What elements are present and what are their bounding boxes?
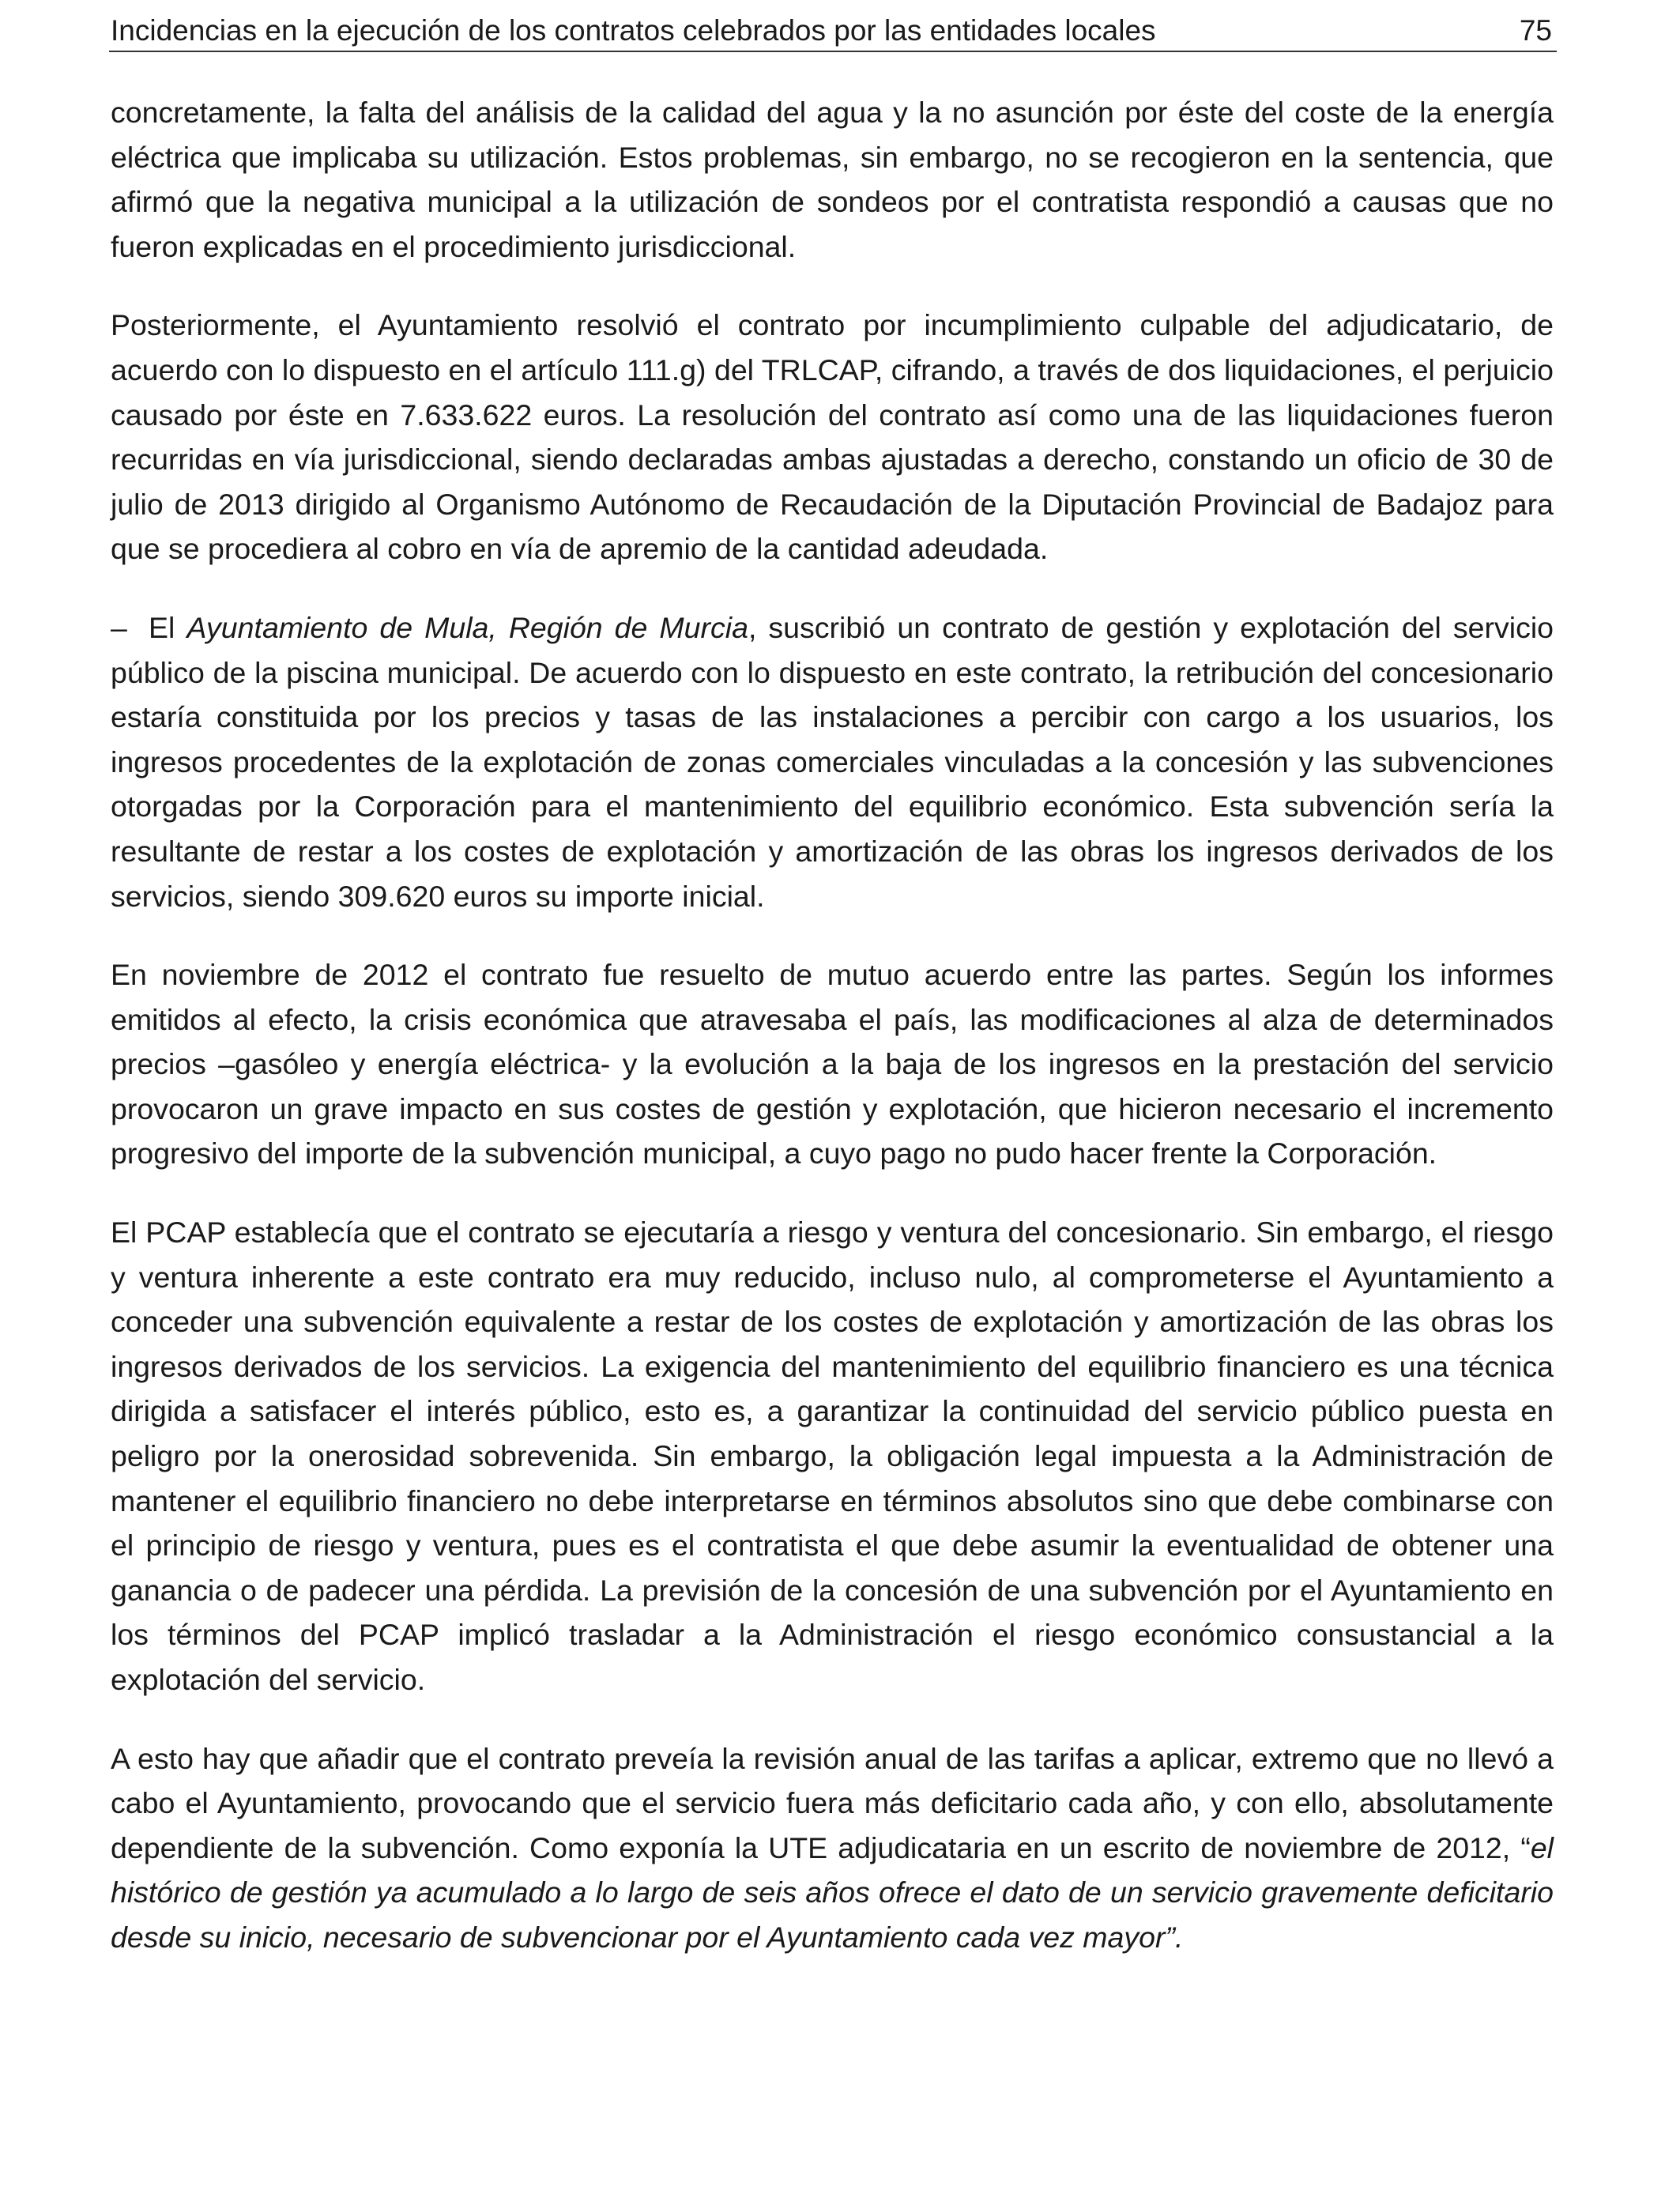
paragraph-1: concretamente, la falta del análisis de la calidad del agua y la no asunción por éste del coste de la energía eléctrica que implicaba su utilización. Estos problemas, sin embargo, no se recogieron en la sentencia, que afirmó que la negativa municipal a la utilización de sondeos por el contratista respondió a causas que no fueron explicadas en el procedimiento jurisdiccional. bbox=[111, 96, 1554, 263]
paragraph-3 bbox=[111, 605, 1554, 918]
paragraph-6-text: A esto hay que añadir que el contrato preveía la revisión anual de las tarifas a aplicar, extremo que no llevó a cabo el Ayuntamiento, provocando que el servicio fuera más deficitario cada año, y con ello, absolutamente dependiente de la subvención. Como exponía la UTE adjudicataria en un escrito de noviembre de 2012, “ bbox=[111, 1741, 1554, 1864]
list-dash: – bbox=[111, 610, 127, 644]
paragraph-6 bbox=[111, 1736, 1554, 1960]
paragraph-2: Posteriormente, el Ayuntamiento resolvió el contrato por incumplimiento culpable del adjudicatario, de acuerdo con lo dispuesto en el artículo 111.g) del TRLCAP, cifrando, a través de dos liquidaciones, el perjuicio causado por éste en 7.633.622 euros. La resolución del contrato así como una de las liquidaciones fueron recurridas en vía jurisdiccional, siendo declaradas ambas ajustadas a derecho, constando un oficio de 30 de julio de 2013 dirigido al Organismo Autónomo de Recaudación de la Diputación Provincial de Badajoz para que se procediera al cobro en vía de apremio de la cantidad adeudada. bbox=[111, 308, 1554, 566]
body-text bbox=[111, 90, 1554, 1960]
paragraph-4: En noviembre de 2012 el contrato fue resuelto de mutuo acuerdo entre las partes. Según los informes emitidos al efecto, la crisis económica que atravesaba el país, las modificaciones al alza de determinados precios –gasóleo y energía eléctrica- y la evolución a la baja de los ingresos en la prestación del servicio provocaron un grave impacto en sus costes de gestión y explotación, que hicieron necesario el incremento progresivo del importe de la subvención municipal, a cuyo pago no pudo hacer frente la Corporación. bbox=[111, 958, 1554, 1171]
paragraph-5: El PCAP establecía que el contrato se ejecutaría a riesgo y ventura del concesionario. Sin embargo, el riesgo y ventura inherente a este contrato era muy reducido, incluso nulo, al comprometerse el Ayuntamiento a conceder una subvención equivalente a restar de los costes de explotación y amortización de las obras los ingresos derivados de los servicios. La exigencia del mantenimiento del equilibrio financiero es una técnica dirigida a satisfacer el interés público, esto es, a garantizar la continuidad del servicio público puesta en peligro por la onerosidad sobrevenida. Sin embargo, la obligación legal impuesta a la Administración de mantener el equilibrio financiero no debe interpretarse en términos absolutos sino que debe combinarse con el principio de riesgo y ventura, pues es el contratista el que debe asumir la eventualidad de obtener una ganancia o de padecer una pérdida. La previsión de la concesión de una subvención por el Ayuntamiento en los términos del PCAP implicó trasladar a la Administración el riesgo económico consustancial a la explotación del servicio. bbox=[111, 1216, 1554, 1696]
running-header bbox=[109, 8, 1557, 52]
quote-closing: ”. bbox=[1165, 1920, 1184, 1954]
quoted-text: el histórico de gestión ya acumulado a lo largo de seis años ofrece el dato de un servicio gravemente deficitario desde su inicio, necesario de subvencionar por el Ayuntamiento cada vez mayor bbox=[111, 1830, 1554, 1954]
paragraph-3-rest: , suscribió un contrato de gestión y explotación del servicio público de la piscina municipal. De acuerdo con lo dispuesto en este contrato, la retribución del concesionario estaría constituida por los precios y tasas de las instalaciones a percibir con cargo a los usuarios, los ingresos procedentes de la explotación de zonas comerciales vinculadas a la concesión y las subvenciones otorgadas por la Corporación para el mantenimiento del equilibrio económico. Esta subvención sería la resultante de restar a los costes de explotación y amortización de las obras los ingresos derivados de los servicios, siendo 309.620 euros su importe inicial. bbox=[111, 610, 1554, 913]
paragraph-3-lead: El bbox=[149, 610, 187, 644]
page-number: 75 bbox=[1519, 14, 1552, 47]
header-title: Incidencias en la ejecución de los contratos celebrados por las entidades locales bbox=[111, 14, 1156, 47]
entity-name: Ayuntamiento de Mula, Región de Murcia bbox=[186, 610, 748, 644]
